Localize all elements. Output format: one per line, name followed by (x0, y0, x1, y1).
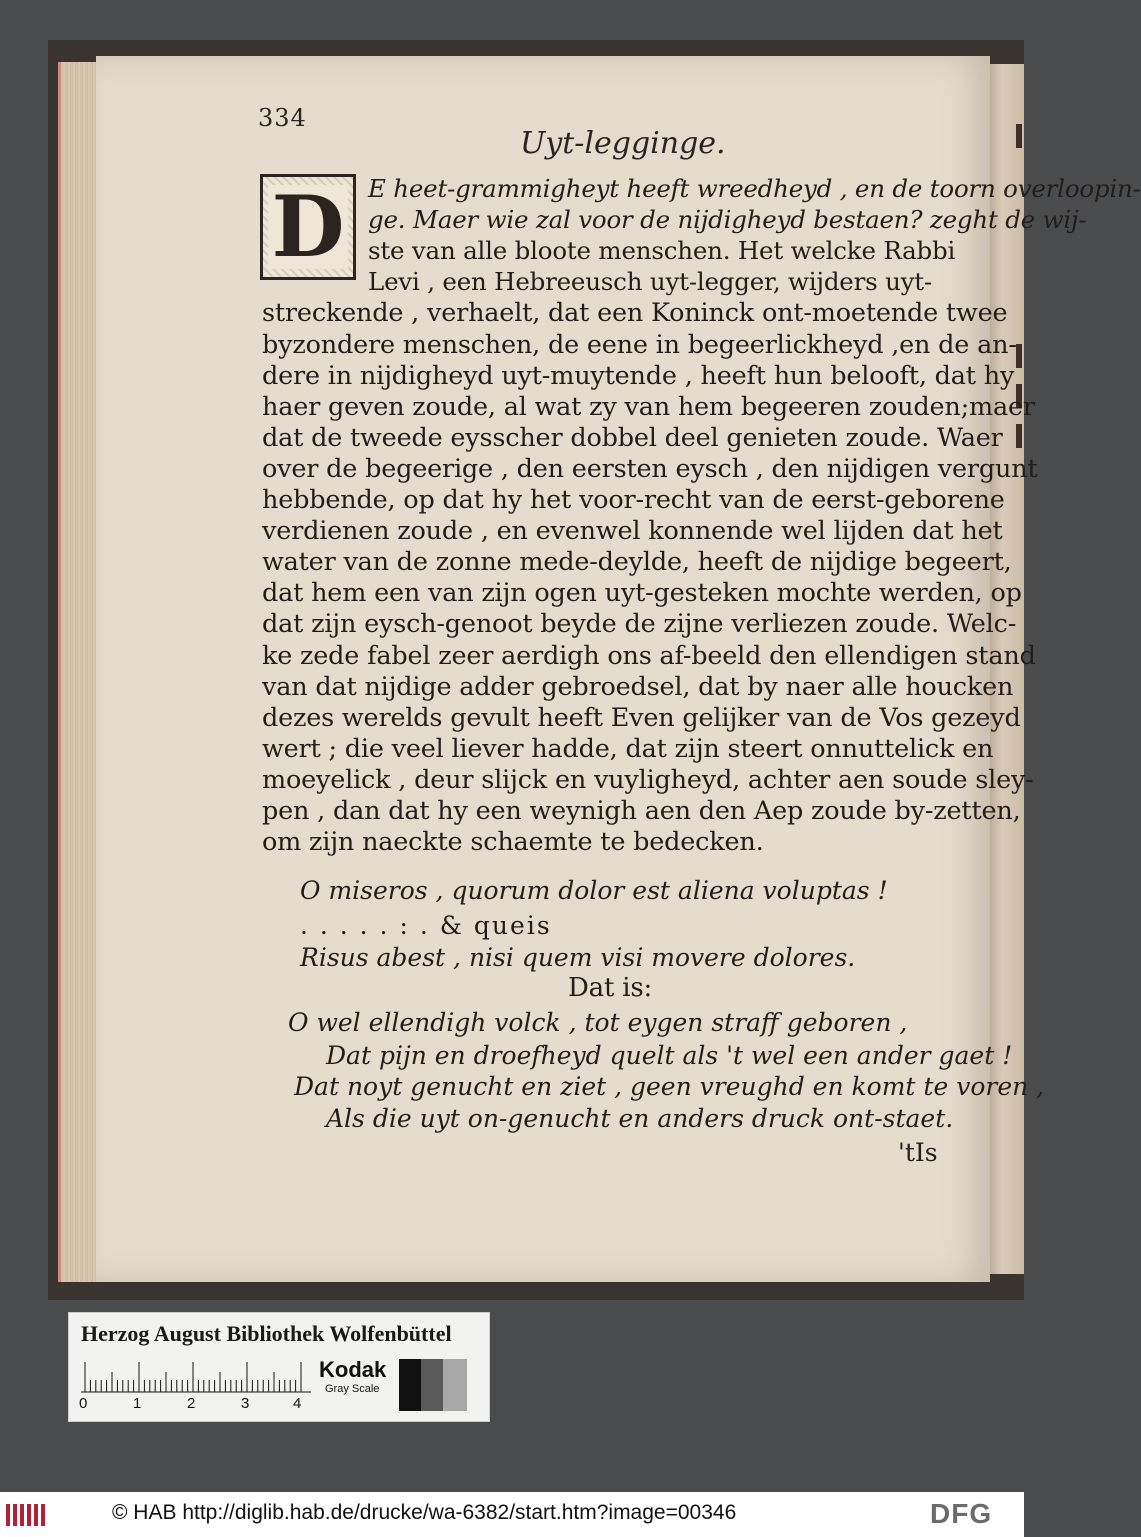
text-line: dere in nijdigheyd uyt-muytende , heeft hun belooft, dat hy (262, 360, 1015, 391)
hab-logo-icon (6, 1504, 46, 1526)
text-line: verdienen zoude , en evenwel konnende wel lijden dat het (262, 516, 1003, 547)
dat-is-heading: Dat is: (568, 973, 653, 1003)
gray-swatch-black (399, 1359, 421, 1411)
library-name: Herzog August Bibliothek Wolfenbüttel (81, 1321, 452, 1346)
page-edges (58, 62, 100, 1282)
catchword: 'tIs (898, 1138, 938, 1167)
facing-text-mark (1016, 344, 1022, 368)
text-line: dat de tweede eysscher dobbel deel genieten zoude. Waer (262, 422, 1003, 453)
footer-bar (0, 1492, 1024, 1537)
text-line: ste van alle bloote menschen. Het welcke Rabbi (368, 236, 956, 266)
kodak-subtitle: Gray Scale (325, 1383, 380, 1395)
latin-verse-line: . . . . . : . & queis (300, 911, 552, 940)
text-line: dat zijn eysch-genoot beyde de zijne verliezen zoude. Welc- (262, 609, 1017, 640)
text-line: om zijn naeckte schaemte te bedecken. (262, 827, 764, 858)
text-line: hebbende, op dat hy het voor-recht van de eerst-geborene (262, 485, 1005, 515)
dutch-verse-line: Dat pijn en droefheyd quelt als 't wel een ander gaet ! (326, 1041, 1013, 1070)
facing-text-mark (1016, 424, 1022, 448)
dfg-logo: DFG (930, 1498, 993, 1529)
library-label-card (68, 1312, 490, 1422)
text-line: byzondere menschen, de eene in begeerlickheyd ,en de an- (262, 329, 1017, 360)
text-line: water van de zonne mede-deylde, heeft de nijdige begeert, (262, 547, 1012, 578)
text-line: van dat nijdige adder gebroedsel, dat by naer alle houcken (262, 671, 1014, 702)
ruler-number: 2 (187, 1395, 196, 1412)
text-line: ke zede fabel zeer aerdigh ons af-beeld den ellendigen stand (262, 640, 1036, 671)
latin-verse-line: Risus abest , nisi quem visi movere dolores. (300, 943, 856, 972)
dutch-verse-line: Als die uyt on-genucht en anders druck ont-staet. (326, 1104, 954, 1133)
copyright-url[interactable]: © HAB http://diglib.hab.de/drucke/wa-6382/start.htm?image=00346 (112, 1501, 737, 1524)
text-line: E heet-grammigheyt heeft wreedheyd , en de toorn overloopin- (368, 174, 1141, 203)
ruler-number: 0 (79, 1395, 88, 1412)
gray-swatch-mid (443, 1359, 467, 1411)
text-line: haer geven zoude, al wat zy van hem begeeren zouden;maer (262, 391, 1035, 422)
ruler-number: 1 (133, 1395, 142, 1412)
text-line: over de begeerige , den eersten eysch , den nijdigen vergunt (262, 453, 1038, 484)
latin-verse-line: O miseros , quorum dolor est aliena voluptas ! (300, 876, 888, 905)
text-line: streckende , verhaelt, dat een Koninck ont-moetende twee (262, 298, 1008, 329)
facing-text-mark (1016, 124, 1022, 148)
text-line: ge. Maer wie zal voor de nijdigheyd bestaen? zeght de wij- (368, 205, 1087, 235)
running-title: Uyt-legginge. (520, 126, 726, 161)
drop-cap-letter: D (268, 185, 349, 269)
text-line: Levi , een Hebreeusch uyt-legger, wijders uyt- (368, 267, 933, 297)
kodak-logo-text: Kodak (319, 1357, 387, 1382)
decorated-initial (260, 174, 356, 280)
text-line: dezes werelds gevult heeft Even gelijker van de Vos gezeyd (262, 702, 1021, 733)
ruler-scale (81, 1357, 311, 1393)
text-line: dat hem een van zijn ogen uyt-gesteken mochte werden, op (262, 578, 1022, 609)
text-line: moeyelick , deur slijck en vuyligheyd, achter aen soude sley- (262, 764, 1034, 795)
text-line: wert ; die veel liever hadde, dat zijn steert onnuttelick en (262, 733, 994, 764)
ruler-number: 3 (241, 1395, 250, 1412)
text-line: pen , dan dat hy een weynigh aen den Aep zoude by-zetten, (262, 796, 1021, 826)
gray-swatch-dark (421, 1359, 443, 1411)
dutch-verse-line: Dat noyt genucht en ziet , geen vreughd en komt te voren , (294, 1072, 1045, 1101)
page-number: 334 (258, 104, 307, 132)
ruler-number: 4 (293, 1395, 302, 1412)
dutch-verse-line: O wel ellendigh volck , tot eygen straff geboren , (288, 1008, 908, 1037)
